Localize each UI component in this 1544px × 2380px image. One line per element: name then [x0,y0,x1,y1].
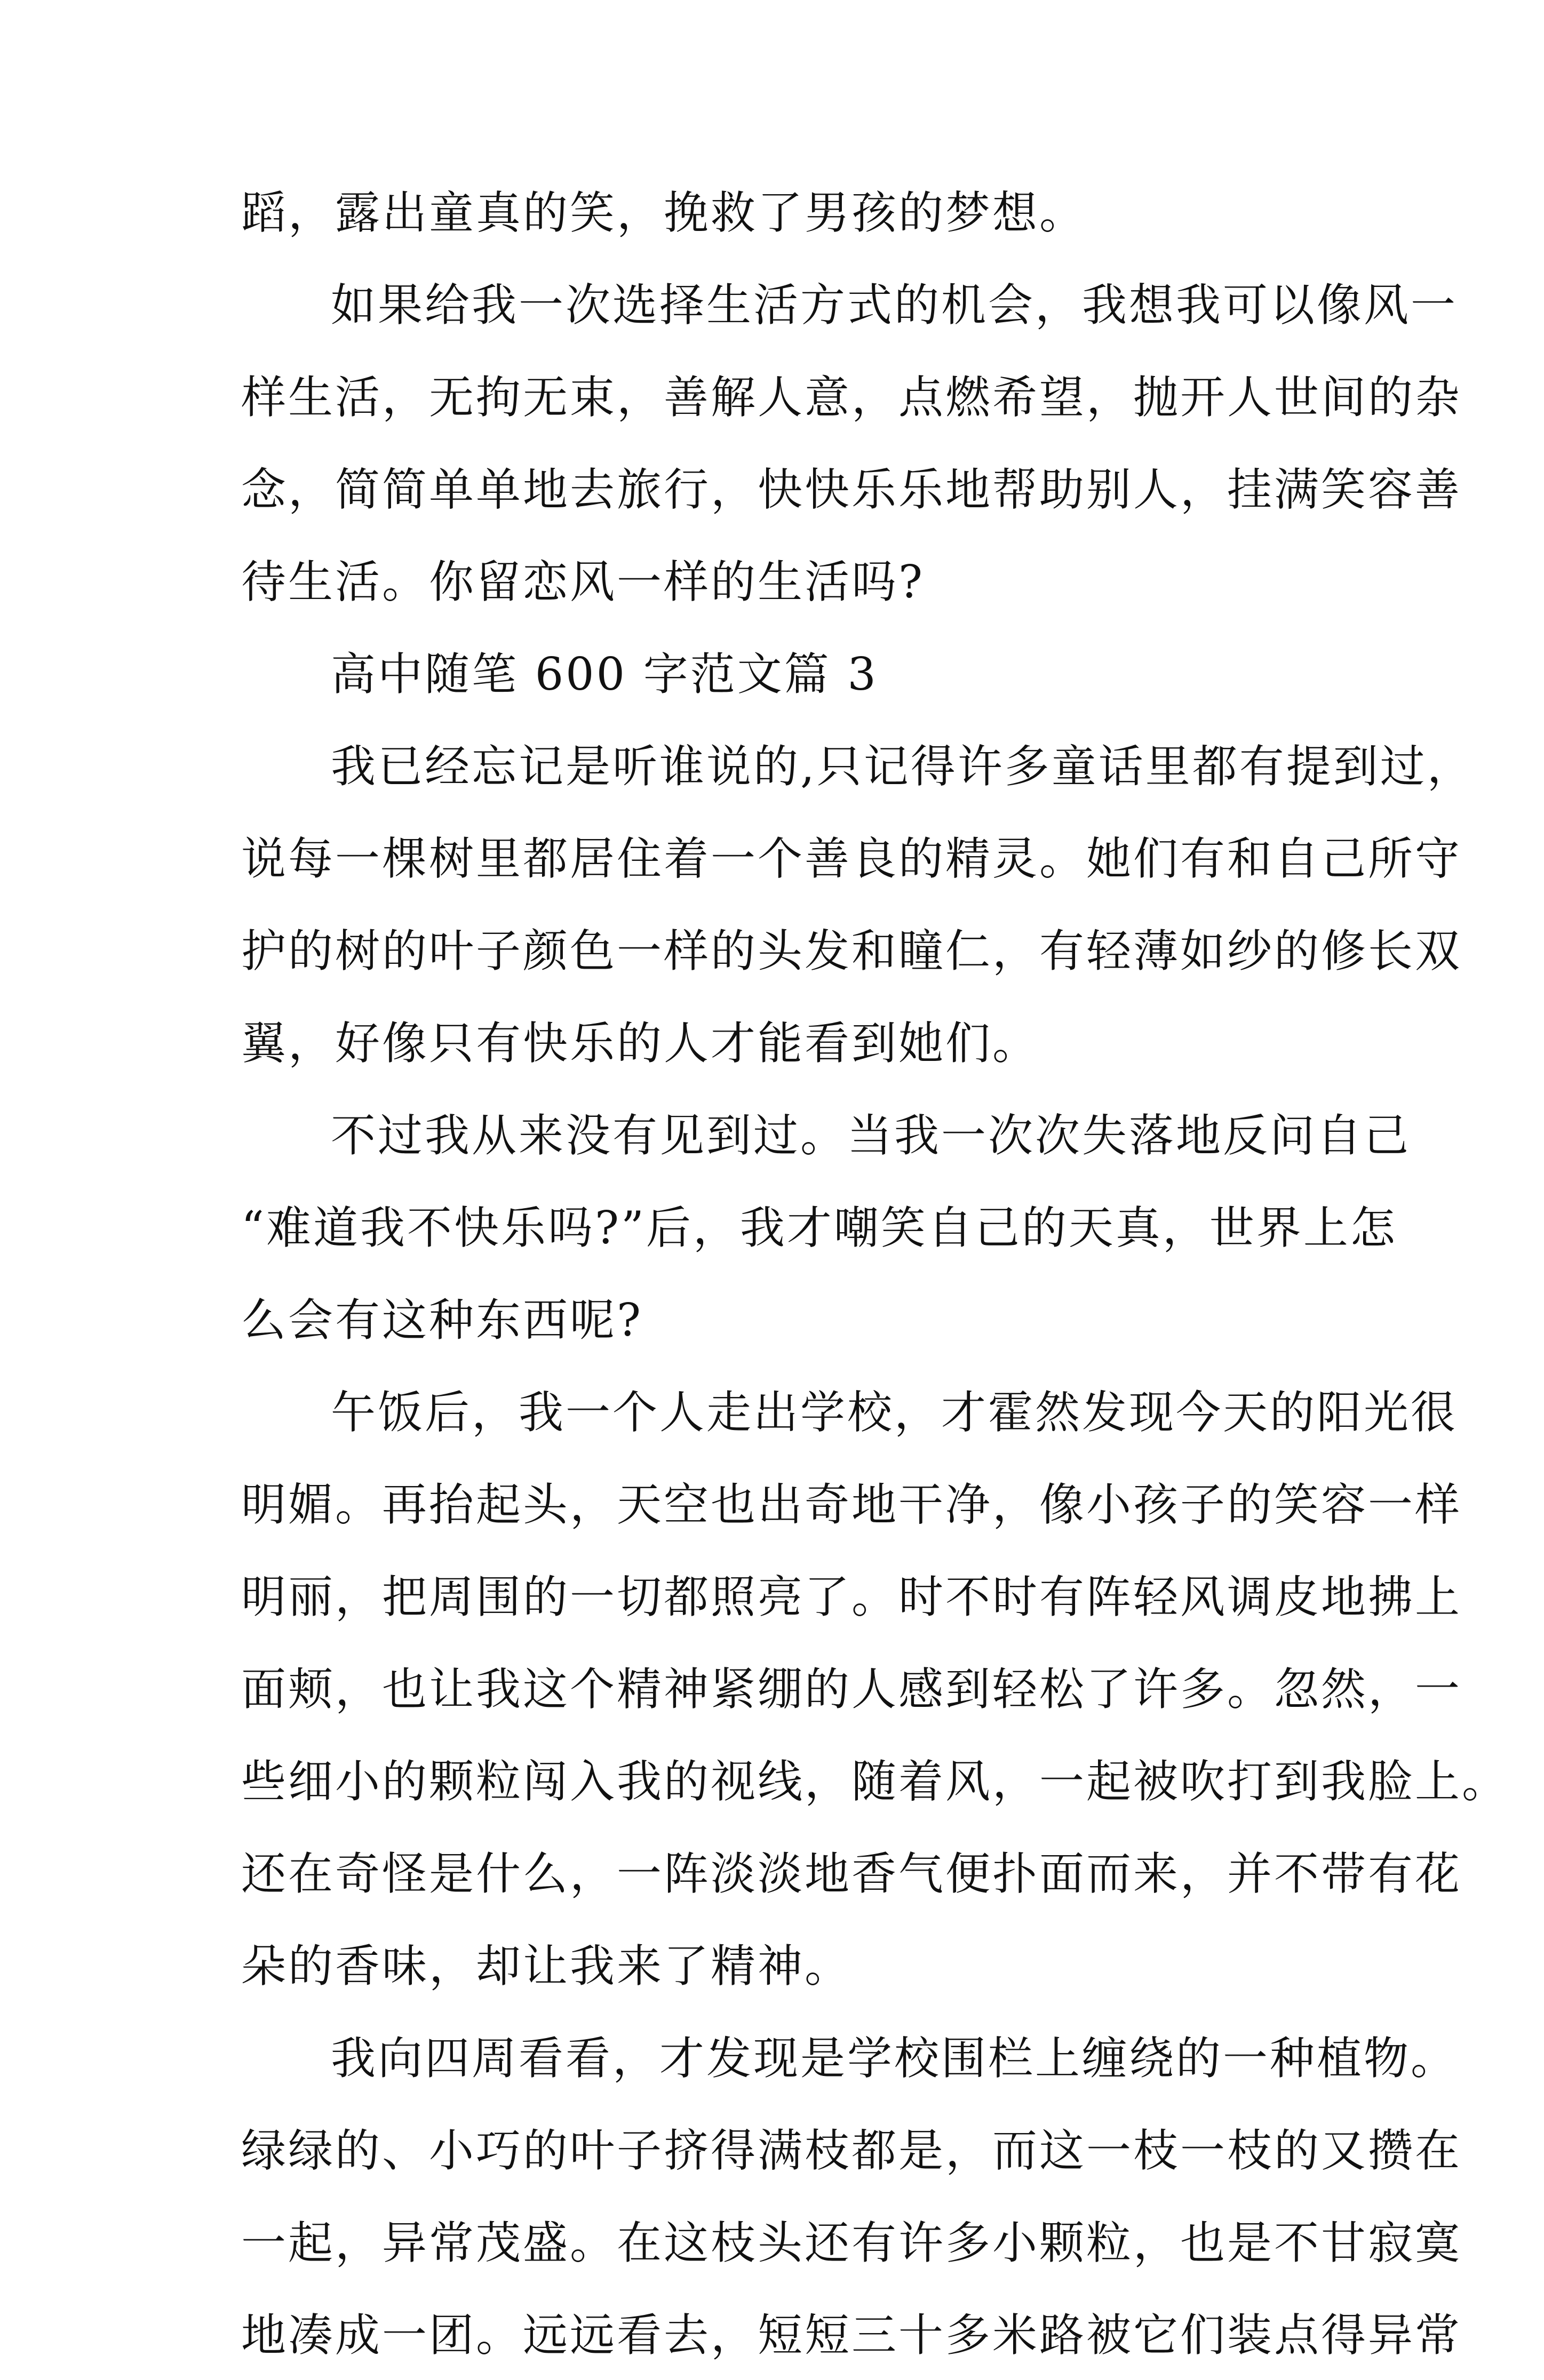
text-line: 绿绿的、小巧的叶子挤得满枝都是，而这一枝一枝的又攒在 [241,2125,1462,2177]
text-line: 念，简简单单地去旅行，快快乐乐地帮助别人，挂满笑容善 [241,464,1462,516]
section-heading: 高中随笔 600 字范文篇 3 [331,648,878,700]
text-line: 待生活。你留恋风一样的生活吗? [241,556,925,608]
text-line: 朵的香味，却让我来了精神。 [241,1940,852,1992]
paragraph-first-line: 如果给我一次选择生活方式的机会，我想我可以像风一 [331,279,1458,331]
text-line: 地凑成一团。远远看去，短短三十多米路被它们装点得异常 [241,2309,1462,2361]
paragraph-first-line: 午饭后，我一个人走出学校，才霍然发现今天的阳光很 [331,1386,1458,1439]
text-line: 么会有这种东西呢? [241,1294,643,1346]
text-line: 些细小的颗粒闯入我的视线，随着风，一起被吹打到我脸上。 [241,1755,1509,1808]
text-line: 面颊，也让我这个精神紧绷的人感到轻松了许多。忽然，一 [241,1663,1462,1715]
paragraph-first-line: 我已经忘记是听谁说的,只记得许多童话里都有提到过， [331,740,1474,793]
text-line: 一起，异常茂盛。在这枝头还有许多小颗粒，也是不甘寂寞 [241,2217,1462,2269]
text-line: 样生活，无拘无束，善解人意，点燃希望，抛开人世间的杂 [241,371,1462,424]
text-line: 还在奇怪是什么，一阵淡淡地香气便扑面而来，并不带有花 [241,1848,1462,1900]
text-line: 说每一棵树里都居住着一个善良的精灵。她们有和自己所守 [241,833,1462,885]
text-line: “难道我不快乐吗?”后，我才嘲笑自己的天真，世界上怎 [241,1202,1397,1254]
text-line: 护的树的叶子颜色一样的头发和瞳仁，有轻薄如纱的修长双 [241,925,1462,977]
text-line: 蹈，露出童真的笑，挽救了男孩的梦想。 [241,187,1087,239]
paragraph-first-line: 我向四周看看，才发现是学校围栏上缠绕的一种植物。 [331,2032,1458,2085]
text-line: 明媚。再抬起头，天空也出奇地干净，像小孩子的笑容一样 [241,1479,1462,1531]
text-line: 翼，好像只有快乐的人才能看到她们。 [241,1017,1040,1069]
paragraph-first-line: 不过我从来没有见到过。当我一次次失落地反问自己 [331,1109,1411,1162]
text-line: 明丽，把周围的一切都照亮了。时不时有阵轻风调皮地拂上 [241,1571,1462,1623]
